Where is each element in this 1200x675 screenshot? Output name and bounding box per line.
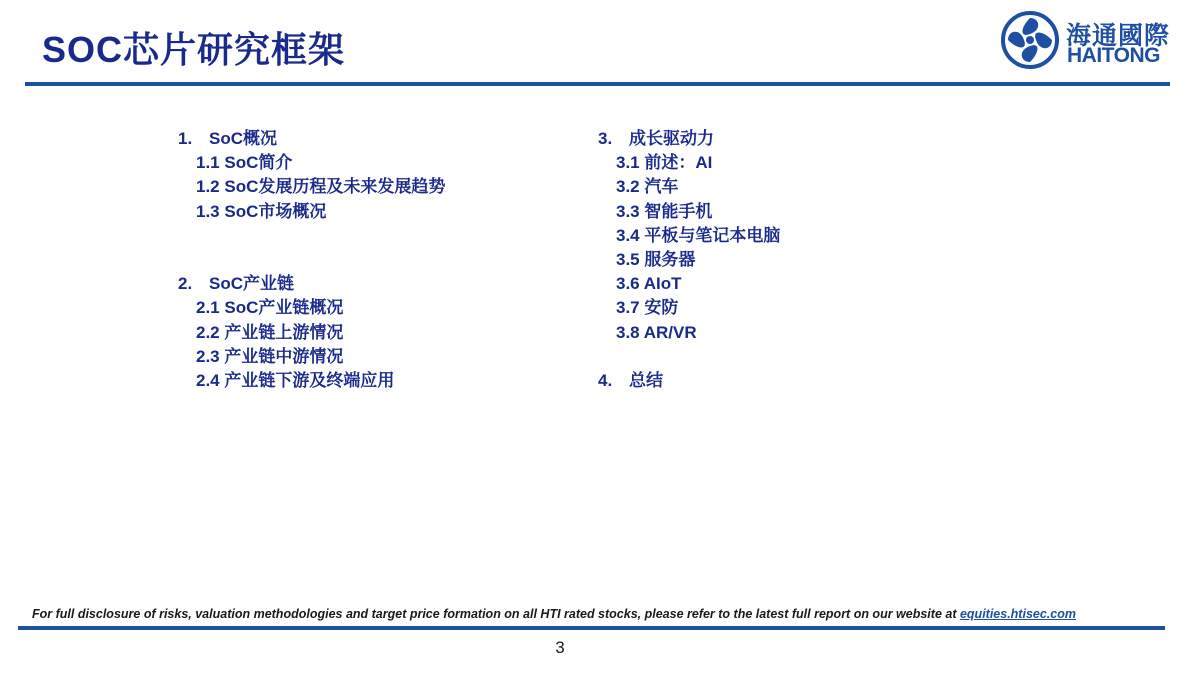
toc-item: 3.8 AR/VR (616, 322, 697, 342)
toc-section-2 (178, 272, 445, 296)
logo-chinese-name: 海通國際 (1066, 22, 1171, 50)
toc-section-label: SoC概况 (209, 129, 277, 148)
footer-divider (18, 626, 1165, 630)
toc-item: 3.5 服务器 (616, 249, 696, 269)
toc-item: 1.3 SoC市场概况 (196, 201, 327, 221)
toc-section-label: 总结 (629, 370, 663, 390)
toc-section-label: SoC产业链 (209, 274, 294, 294)
toc-item: 2.1 SoC产业链概况 (196, 298, 344, 318)
toc-item: 3.6 AIoT (616, 274, 682, 294)
toc-section-number: 3. (598, 129, 613, 148)
toc-item: 1.2 SoC发展历程及未来发展趋势 (196, 177, 446, 197)
toc-item: 3.7 安防 (616, 298, 679, 318)
disclosure-notice (32, 607, 1076, 621)
toc-item: 3.4 平板与笔记本电脑 (616, 225, 781, 245)
toc-section-3 (598, 127, 780, 151)
toc-section-4 (598, 369, 780, 393)
toc-section-number: 1. (178, 129, 193, 148)
toc-item: 1.1 SoC简介 (196, 153, 293, 173)
toc-right-column (598, 127, 780, 393)
logo-english-name: HAITONG (1067, 44, 1160, 67)
toc-item: 2.4 产业链下游及终端应用 (196, 370, 395, 390)
toc-left-column (178, 127, 445, 393)
toc-item: 3.2 汽车 (616, 177, 679, 197)
haitong-logo-icon (1000, 10, 1060, 70)
website-link[interactable]: equities.htisec.com (959, 607, 1076, 621)
toc-item: 2.3 产业链中游情况 (196, 346, 344, 366)
toc-section-label: 成长驱动力 (629, 129, 714, 148)
page-number: 3 (555, 638, 565, 657)
page-title: SOC芯片研究框架 (42, 29, 346, 70)
toc-section-number: 2. (178, 274, 193, 294)
toc-item: 3.3 智能手机 (616, 201, 713, 221)
toc-item: 3.1 前述：AI (616, 153, 713, 173)
haitong-logo (1000, 10, 1175, 72)
toc-section-number: 4. (598, 370, 613, 390)
disclosure-text: For full disclosure of risks, valuation methodologies and target price formation on all HTI rated stocks, please refer to the latest full report on our website at (32, 607, 960, 621)
toc-section-1 (178, 127, 445, 151)
toc-item: 2.2 产业链上游情况 (196, 322, 344, 342)
header-divider (25, 82, 1170, 86)
